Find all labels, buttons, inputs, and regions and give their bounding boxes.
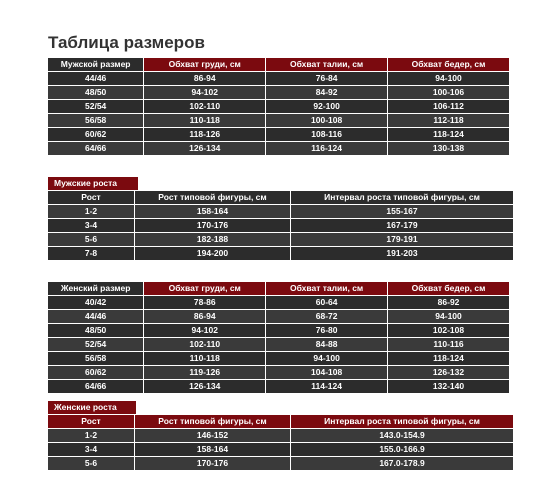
table-cell: 64/66 (48, 142, 143, 155)
table-row (48, 310, 509, 323)
table-cell: 167-179 (291, 219, 513, 232)
table-cell: 100-108 (266, 114, 387, 127)
table-row (48, 443, 513, 456)
table-cell: 48/50 (48, 324, 143, 337)
table-cell: 179-191 (291, 233, 513, 246)
table-row (48, 352, 509, 365)
women-heights-table (47, 414, 514, 471)
table-cell: 76-80 (266, 324, 387, 337)
table-cell: 110-118 (144, 114, 265, 127)
table-cell: 118-124 (388, 128, 509, 141)
table-cell: 86-94 (144, 310, 265, 323)
table-row (48, 72, 509, 85)
table-cell: 114-124 (266, 380, 387, 393)
table-row (48, 205, 513, 218)
table-cell: 130-138 (388, 142, 509, 155)
table-header-row (48, 282, 509, 295)
column-header: Обхват бедер, см (388, 58, 509, 71)
table-row (48, 114, 509, 127)
table-cell: 116-124 (266, 142, 387, 155)
table-cell: 86-92 (388, 296, 509, 309)
table-header-row (48, 191, 513, 204)
table-row (48, 366, 509, 379)
men-heights-caption: Мужские роста (48, 177, 138, 190)
table-row (48, 219, 513, 232)
table-cell: 118-126 (144, 128, 265, 141)
table-cell: 44/46 (48, 72, 143, 85)
column-header: Обхват талии, см (266, 282, 387, 295)
men-heights-table (47, 190, 514, 261)
table-cell: 110-118 (144, 352, 265, 365)
table-row (48, 142, 509, 155)
table-cell: 7-8 (48, 247, 134, 260)
table-header-row (48, 415, 513, 428)
table-cell: 112-118 (388, 114, 509, 127)
table-cell: 94-102 (144, 86, 265, 99)
table-header-row (48, 58, 509, 71)
table-cell: 100-106 (388, 86, 509, 99)
men-sizes-table (47, 57, 510, 156)
table-cell: 5-6 (48, 233, 134, 246)
table-cell: 94-100 (266, 352, 387, 365)
table-cell: 48/50 (48, 86, 143, 99)
table-cell: 92-100 (266, 100, 387, 113)
table-cell: 3-4 (48, 219, 134, 232)
table-cell: 170-176 (135, 219, 290, 232)
table-cell: 44/46 (48, 310, 143, 323)
table-cell: 94-102 (144, 324, 265, 337)
table-cell: 5-6 (48, 457, 134, 470)
table-row (48, 128, 509, 141)
column-header: Обхват бедер, см (388, 282, 509, 295)
table-cell: 76-84 (266, 72, 387, 85)
page-title: Таблица размеров (48, 33, 205, 52)
table-cell: 167.0-178.9 (291, 457, 513, 470)
women-heights-caption: Женские роста (48, 401, 136, 414)
table-row (48, 457, 513, 470)
table-cell: 86-94 (144, 72, 265, 85)
column-header: Женский размер (48, 282, 143, 295)
table-cell: 52/54 (48, 338, 143, 351)
table-row (48, 296, 509, 309)
column-header: Рост типовой фигуры, см (135, 415, 290, 428)
table-cell: 118-124 (388, 352, 509, 365)
table-cell: 126-134 (144, 380, 265, 393)
table-cell: 94-100 (388, 72, 509, 85)
column-header: Мужской размер (48, 58, 143, 71)
table-cell: 56/58 (48, 352, 143, 365)
table-cell: 40/42 (48, 296, 143, 309)
table-cell: 84-88 (266, 338, 387, 351)
table-cell: 108-116 (266, 128, 387, 141)
column-header: Обхват груди, см (144, 282, 265, 295)
table-cell: 146-152 (135, 429, 290, 442)
women-sizes-table (47, 281, 510, 394)
column-header: Интервал роста типовой фигуры, см (291, 191, 513, 204)
table-cell: 110-116 (388, 338, 509, 351)
table-cell: 3-4 (48, 443, 134, 456)
column-header: Интервал роста типовой фигуры, см (291, 415, 513, 428)
table-cell: 119-126 (144, 366, 265, 379)
table-cell: 60/62 (48, 366, 143, 379)
table-cell: 155.0-166.9 (291, 443, 513, 456)
table-cell: 52/54 (48, 100, 143, 113)
column-header: Обхват груди, см (144, 58, 265, 71)
table-cell: 106-112 (388, 100, 509, 113)
table-cell: 170-176 (135, 457, 290, 470)
table-cell: 158-164 (135, 443, 290, 456)
table-cell: 68-72 (266, 310, 387, 323)
table-cell: 102-110 (144, 338, 265, 351)
table-cell: 64/66 (48, 380, 143, 393)
table-cell: 60/62 (48, 128, 143, 141)
table-cell: 102-108 (388, 324, 509, 337)
table-cell: 132-140 (388, 380, 509, 393)
table-row (48, 247, 513, 260)
column-header: Рост (48, 415, 134, 428)
table-cell: 94-100 (388, 310, 509, 323)
table-row (48, 338, 509, 351)
table-cell: 155-167 (291, 205, 513, 218)
table-row (48, 100, 509, 113)
table-row (48, 429, 513, 442)
column-header: Рост (48, 191, 134, 204)
table-cell: 158-164 (135, 205, 290, 218)
table-cell: 1-2 (48, 205, 134, 218)
table-cell: 78-86 (144, 296, 265, 309)
table-cell: 1-2 (48, 429, 134, 442)
column-header: Обхват талии, см (266, 58, 387, 71)
table-cell: 126-134 (144, 142, 265, 155)
table-row (48, 86, 509, 99)
table-cell: 60-64 (266, 296, 387, 309)
table-cell: 194-200 (135, 247, 290, 260)
table-cell: 102-110 (144, 100, 265, 113)
table-row (48, 324, 509, 337)
table-cell: 191-203 (291, 247, 513, 260)
table-cell: 143.0-154.9 (291, 429, 513, 442)
table-cell: 126-132 (388, 366, 509, 379)
table-cell: 84-92 (266, 86, 387, 99)
table-row (48, 233, 513, 246)
column-header: Рост типовой фигуры, см (135, 191, 290, 204)
table-cell: 104-108 (266, 366, 387, 379)
table-cell: 56/58 (48, 114, 143, 127)
table-row (48, 380, 509, 393)
table-cell: 182-188 (135, 233, 290, 246)
